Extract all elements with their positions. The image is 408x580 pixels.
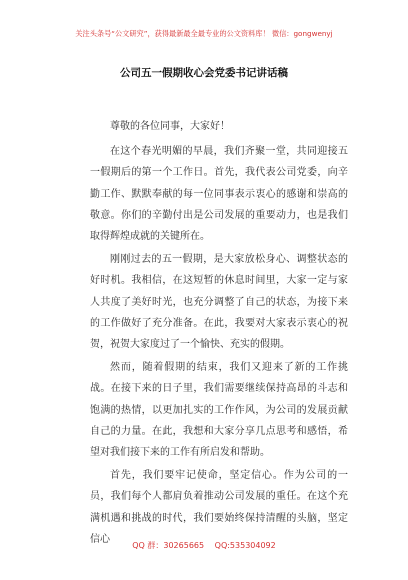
document-body: [90, 116, 348, 550]
footer-contact: [0, 541, 408, 551]
document-title: 公司五一假期收心会党委书记讲话稿: [120, 67, 288, 79]
salutation: 尊敬的各位同事，大家好！: [110, 121, 230, 132]
paragraph: 然而，随着假期的结束，我们又迎来了新的工作挑战。在接下来的日子里，我们需要继续保持高昂的斗志和饱满的热情，以更加扎实的工作作风，为公司的发展贡献自己的力量。在此，我想和大家分享几点思考和感悟，希望对我们接下来的工作有所启发和帮助。: [90, 362, 348, 459]
footer-qq-group: QQ 群：30265665: [132, 541, 205, 550]
footer-qq: QQ:535304092: [214, 541, 276, 550]
paragraph: 在这个春光明媚的早晨，我们齐聚一堂，共同迎接五一假期后的第一个工作日。首先，我代表公司党委，向辛勤工作、默默奉献的每一位同事表示衷心的感谢和崇高的敬意。你们的辛勤付出是公司发展的重要动力，也是我们取得辉煌成就的关键所在。: [90, 146, 348, 243]
paragraph: 首先，我们要牢记使命，坚定信心。作为公司的一员，我们每个人都肩负着推动公司发展的重任。在这个充满机遇和挑战的时代，我们要始终保持清醒的头脑，坚定信心: [90, 470, 348, 545]
header-promo-text: 关注头条号“公文研究”，获得最新最全最专业的公文资料库！ 微信：gongwenyj: [75, 29, 333, 38]
paragraph: 刚刚过去的五一假期，是大家放松身心、调整状态的好时机。我相信，在这短暂的休息时间里，大家一定与家人共度了美好时光，也充分调整了自己的状态，为接下来的工作做好了充分准备。在此，我要对大家表示衷心的祝贺，祝贺大家度过了一个愉快、充实的假期。: [90, 254, 348, 351]
